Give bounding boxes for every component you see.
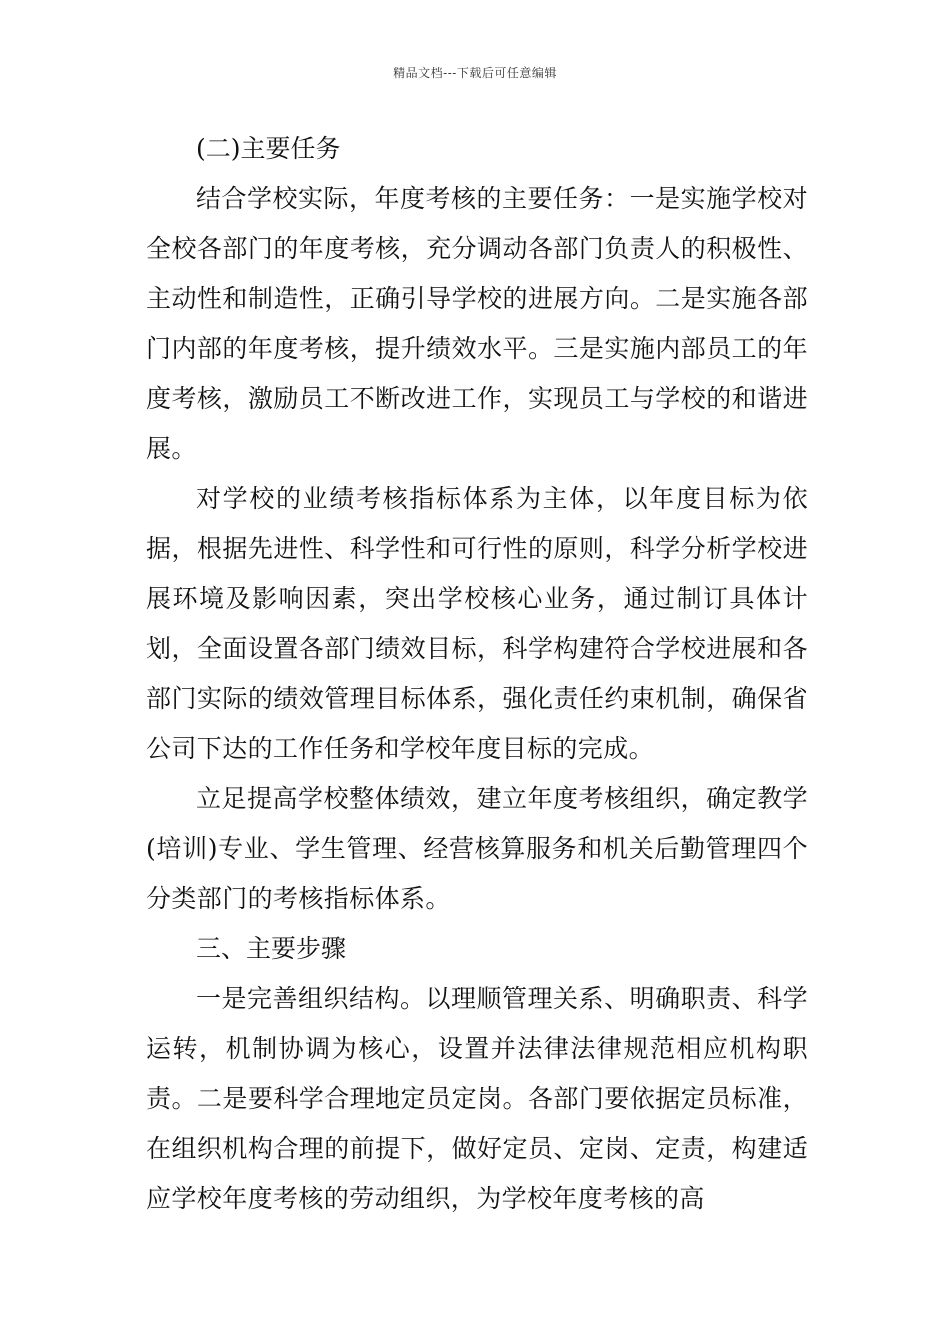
section-heading-main-steps: 三、主要步骤 [196, 934, 347, 963]
paragraph-assessment-organization: 立足提高学校整体绩效，建立年度考核组织，确定教学(培训)专业、学生管理、经营核算服务和机关后勤管理四个分类部门的考核指标体系。 [146, 784, 808, 913]
paragraph-organization-structure: 一是完善组织结构。以理顺管理关系、明确职责、科学运转，机制协调为核心，设置并法律法律规范相应机构职责。二是要科学合理地定员定岗。各部门要依据定员标准，在组织机构合理的前提下，做好定员、定岗、定责，构建适应学校年度考核的劳动组织，为学校年度考核的高 [146, 984, 808, 1213]
document-body [146, 124, 808, 1224]
paragraph-performance-indicator-system: 对学校的业绩考核指标体系为主体，以年度目标为依据，根据先进性、科学性和可行性的原则，科学分析学校进展环境及影响因素，突出学校核心业务，通过制订具体计划，全面设置各部门绩效目标，科学构建符合学校进展和各部门实际的绩效管理目标体系，强化责任约束机制，确保省公司下达的工作任务和学校年度目标的完成。 [146, 484, 808, 763]
section-heading-main-tasks: (二)主要任务 [196, 134, 341, 163]
paragraph-annual-assessment-tasks: 结合学校实际，年度考核的主要任务：一是实施学校对全校各部门的年度考核，充分调动各部门负责人的积极性、主动性和制造性，正确引导学校的进展方向。二是实施各部门内部的年度考核，提升绩效水平。三是实施内部员工的年度考核，激励员工不断改进工作，实现员工与学校的和谐进展。 [146, 184, 808, 463]
page-header: 精品文档---下载后可任意编辑 [393, 66, 557, 80]
